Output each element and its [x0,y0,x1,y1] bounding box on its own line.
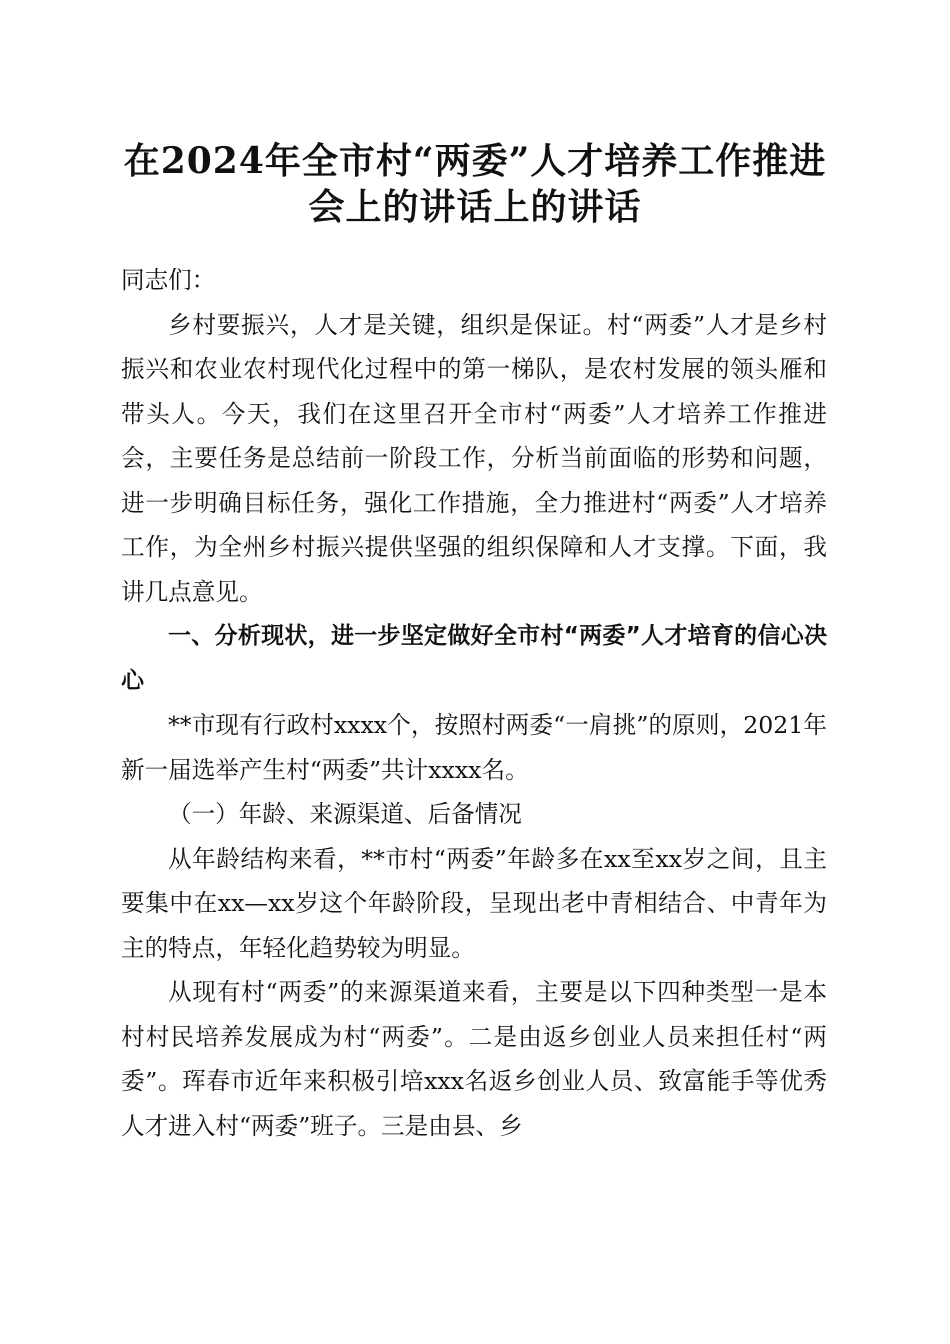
section-heading-1: 一、分析现状，进一步坚定做好全市村“两委”人才培育的信心决心 [121,623,827,694]
paragraph-1: **市现有行政村xxxx个，按照村两委“一肩挑”的原则，2021年新一届选举产生村“两委”共计xxxx名。 [121,711,827,784]
intro-paragraph: 乡村要振兴，人才是关键，组织是保证。村“两委”人才是乡村振兴和农业农村现代化过程中的第一梯队，是农村发展的领头雁和带头人。今天，我们在这里召开全市村“两委”人才培养工作推进会，主要任务是总结前一阶段工作，分析当前面临的形势和问题，进一步明确目标任务，强化工作措施，全力推进村“两委”人才培养工作，为全州乡村振兴提供坚强的组织保障和人才支撑。下面，我讲几点意见。 [121,310,827,606]
paragraph-2: 从年龄结构来看，**市村“两委”年龄多在xx至xx岁之间，且主要集中在xx—xx岁这个年龄阶段，呈现出老中青相结合、中青年为主的特点，年轻化趋势较为明显。 [121,844,827,962]
subsection-heading-1: （一）年龄、来源渠道、后备情况 [168,800,522,828]
title-line-2: 会上的讲话上的讲话 [308,186,642,228]
title-line-1: 在2024年全市村“两委”人才培养工作推进 [123,140,827,182]
document-body [121,258,827,1148]
paragraph-3: 从现有村“两委”的来源渠道来看，主要是以下四种类型一是本村村民培养发展成为村“两委”。二是由返乡创业人员来担任村“两委”。珲春市近年来积极引培xxx名返乡创业人员、致富能手等优秀人才进入村“两委”班子。三是由县、乡 [121,978,827,1140]
salutation: 同志们： [121,266,216,294]
document-title [0,138,950,230]
